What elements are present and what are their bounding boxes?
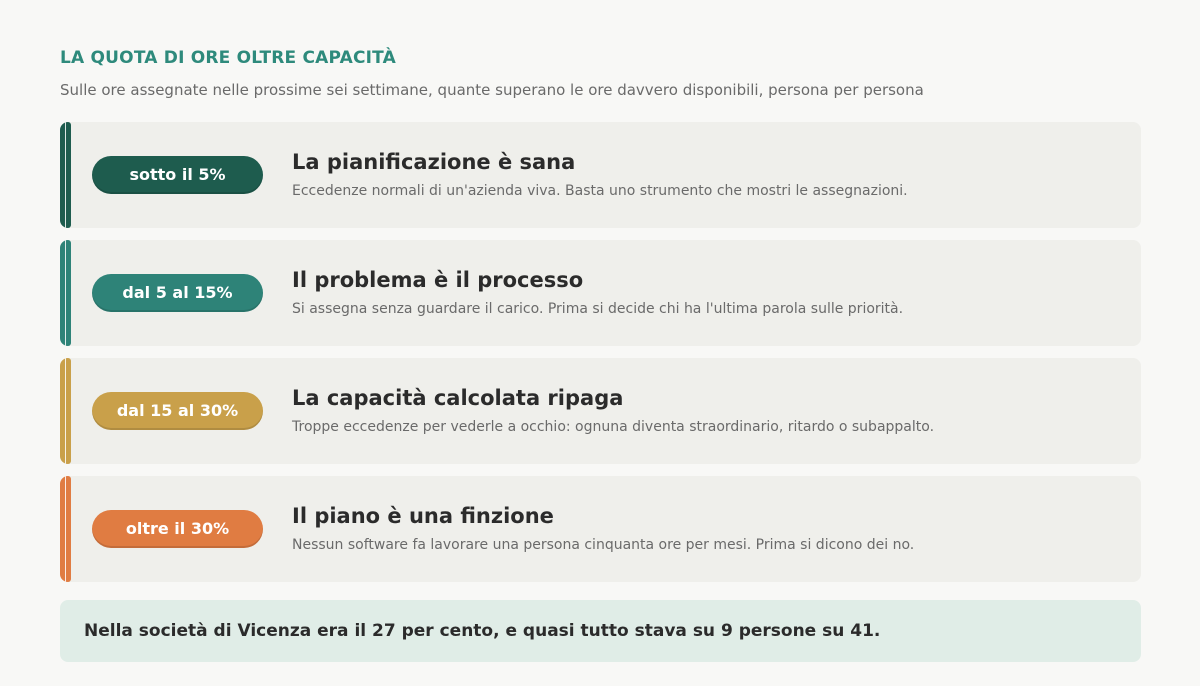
accent-bar (60, 476, 71, 582)
row-title: Il problema è il processo (292, 268, 584, 292)
row-description: Si assegna senza guardare il carico. Prima si decide chi ha l'ultima parola sulle priorità. (292, 301, 904, 317)
threshold-row-process (60, 240, 1141, 346)
accent-bar (60, 240, 71, 346)
threshold-row-fiction (60, 476, 1141, 582)
accent-bar (60, 358, 71, 464)
overcapacity-diagram (60, 46, 1141, 662)
row-description: Nessun software fa lavorare una persona cinquanta ore per mesi. Prima si dicono dei no. (292, 537, 915, 553)
row-title: Il piano è una finzione (292, 504, 554, 528)
row-title: La capacità calcolata ripaga (292, 386, 624, 410)
range-badge: dal 5 al 15% (92, 274, 263, 312)
threshold-list (60, 122, 1141, 582)
diagram-kicker: LA QUOTA DI ORE OLTRE CAPACITÀ (60, 48, 397, 68)
accent-bar (60, 122, 71, 228)
threshold-row-capacity (60, 358, 1141, 464)
diagram-subtitle: Sulle ore assegnate nelle prossime sei settimane, quante superano le ore davvero disponibili, persona per persona (60, 81, 924, 99)
row-description: Troppe eccedenze per vederle a occhio: ognuna diventa straordinario, ritardo o subappalto. (292, 419, 935, 435)
row-description: Eccedenze normali di un'azienda viva. Basta uno strumento che mostri le assegnazioni. (292, 183, 908, 199)
range-badge: oltre il 30% (92, 510, 263, 548)
threshold-row-healthy (60, 122, 1141, 228)
range-badge: dal 15 al 30% (92, 392, 263, 430)
case-note: Nella società di Vicenza era il 27 per cento, e quasi tutto stava su 9 persone su 41. (60, 600, 1141, 662)
range-badge: sotto il 5% (92, 156, 263, 194)
row-title: La pianificazione è sana (292, 150, 576, 174)
